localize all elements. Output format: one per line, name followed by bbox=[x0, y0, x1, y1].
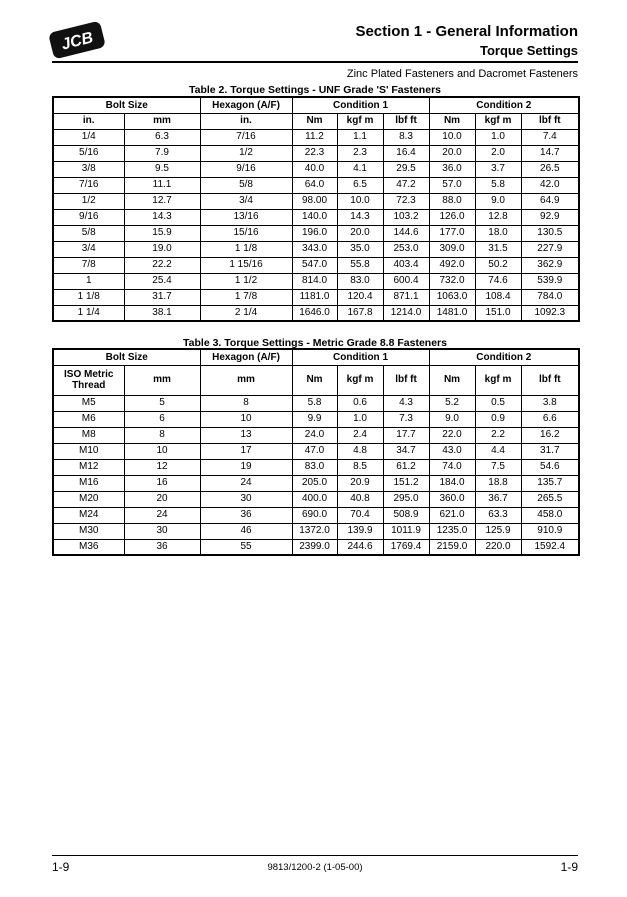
table-cell: 36.7 bbox=[475, 491, 521, 507]
table-cell: 244.6 bbox=[337, 539, 383, 555]
table-cell: 1063.0 bbox=[429, 289, 475, 305]
table-header bbox=[53, 349, 579, 395]
table-cell: 2399.0 bbox=[292, 539, 337, 555]
table-cell: 19.0 bbox=[124, 241, 200, 257]
table-cell: 139.9 bbox=[337, 523, 383, 539]
column-header: lbf ft bbox=[383, 365, 429, 395]
table-cell: 4.4 bbox=[475, 443, 521, 459]
table-cell: 72.3 bbox=[383, 193, 429, 209]
table-cell: 40.0 bbox=[292, 161, 337, 177]
table-cell: M30 bbox=[53, 523, 124, 539]
footer-page-number-left: 1-9 bbox=[52, 860, 70, 874]
table-header bbox=[53, 97, 579, 129]
table-cell: 20 bbox=[124, 491, 200, 507]
table-cell: 43.0 bbox=[429, 443, 475, 459]
table-cell: 4.8 bbox=[337, 443, 383, 459]
table-cell: 5.8 bbox=[475, 177, 521, 193]
table3-title: Table 3. Torque Settings - Metric Grade 8.8 Fasteners bbox=[183, 337, 447, 349]
table-cell: 9/16 bbox=[200, 161, 292, 177]
table-cell: 14.3 bbox=[337, 209, 383, 225]
table-cell: 125.9 bbox=[475, 523, 521, 539]
table-cell: 20.0 bbox=[429, 145, 475, 161]
table-cell: 36.0 bbox=[429, 161, 475, 177]
table-body bbox=[53, 395, 579, 555]
table-cell: 400.0 bbox=[292, 491, 337, 507]
table-cell: 24 bbox=[200, 475, 292, 491]
table-cell: 24 bbox=[124, 507, 200, 523]
table-cell: 24.0 bbox=[292, 427, 337, 443]
table-cell: 140.0 bbox=[292, 209, 337, 225]
column-header: in. bbox=[53, 113, 124, 129]
column-header: Nm bbox=[292, 365, 337, 395]
table-cell: 9.0 bbox=[475, 193, 521, 209]
table-cell: 30 bbox=[124, 523, 200, 539]
table-row bbox=[53, 507, 579, 523]
table-cell: M20 bbox=[53, 491, 124, 507]
table-cell: 18.8 bbox=[475, 475, 521, 491]
column-group-header: Condition 2 bbox=[429, 349, 579, 365]
column-header: Nm bbox=[429, 113, 475, 129]
table2-title: Table 2. Torque Settings - UNF Grade 'S' Fasteners bbox=[189, 84, 441, 96]
table-cell: 4.3 bbox=[383, 395, 429, 411]
table-cell: 1 7/8 bbox=[200, 289, 292, 305]
table-cell: 3.8 bbox=[521, 395, 579, 411]
table-cell: 784.0 bbox=[521, 289, 579, 305]
table-cell: 38.1 bbox=[124, 305, 200, 321]
table-cell: 3/4 bbox=[200, 193, 292, 209]
table-row bbox=[53, 257, 579, 273]
table-cell: 13/16 bbox=[200, 209, 292, 225]
table-cell: 196.0 bbox=[292, 225, 337, 241]
table-cell: 1/2 bbox=[53, 193, 124, 209]
table-cell: 4.1 bbox=[337, 161, 383, 177]
table-cell: 36 bbox=[200, 507, 292, 523]
column-header: mm bbox=[124, 365, 200, 395]
table-cell: M8 bbox=[53, 427, 124, 443]
table-cell: 22.3 bbox=[292, 145, 337, 161]
table-cell: 10.0 bbox=[337, 193, 383, 209]
table-cell: 1.0 bbox=[475, 129, 521, 145]
unf-torque-table bbox=[52, 96, 580, 322]
table-cell: 46 bbox=[200, 523, 292, 539]
table-cell: 8.5 bbox=[337, 459, 383, 475]
table-cell: 120.4 bbox=[337, 289, 383, 305]
table-cell: 8 bbox=[200, 395, 292, 411]
table-body bbox=[53, 129, 579, 321]
table-cell: 16.2 bbox=[521, 427, 579, 443]
table-cell: 42.0 bbox=[521, 177, 579, 193]
table-cell: 14.3 bbox=[124, 209, 200, 225]
table-cell: 20.9 bbox=[337, 475, 383, 491]
table-row bbox=[53, 145, 579, 161]
table-row bbox=[53, 491, 579, 507]
table-cell: 343.0 bbox=[292, 241, 337, 257]
table-cell: 7.4 bbox=[521, 129, 579, 145]
table-row bbox=[53, 161, 579, 177]
table-cell: 458.0 bbox=[521, 507, 579, 523]
table-cell: 1.0 bbox=[337, 411, 383, 427]
table-row bbox=[53, 225, 579, 241]
table-row bbox=[53, 289, 579, 305]
table-row bbox=[53, 209, 579, 225]
table-cell: 403.4 bbox=[383, 257, 429, 273]
table-cell: 1 1/4 bbox=[53, 305, 124, 321]
table-cell: M6 bbox=[53, 411, 124, 427]
table-cell: 7/16 bbox=[53, 177, 124, 193]
table-cell: 6.3 bbox=[124, 129, 200, 145]
column-group-header: Condition 1 bbox=[292, 97, 429, 113]
table-cell: 2 1/4 bbox=[200, 305, 292, 321]
table-cell: 8 bbox=[124, 427, 200, 443]
column-header: in. bbox=[200, 113, 292, 129]
table-cell: 12.7 bbox=[124, 193, 200, 209]
table-cell: 1481.0 bbox=[429, 305, 475, 321]
table-row bbox=[53, 273, 579, 289]
table-cell: 362.9 bbox=[521, 257, 579, 273]
table-cell: 22.0 bbox=[429, 427, 475, 443]
table-row bbox=[53, 177, 579, 193]
metric-torque-table bbox=[52, 348, 580, 556]
table-cell: 5.2 bbox=[429, 395, 475, 411]
table-row bbox=[53, 427, 579, 443]
table-cell: 295.0 bbox=[383, 491, 429, 507]
table-cell: 2.0 bbox=[475, 145, 521, 161]
table-cell: 17 bbox=[200, 443, 292, 459]
table-cell: 814.0 bbox=[292, 273, 337, 289]
column-header: ISO Metric Thread bbox=[53, 365, 124, 395]
table-cell: 31.5 bbox=[475, 241, 521, 257]
table-cell: 30 bbox=[200, 491, 292, 507]
table-cell: 690.0 bbox=[292, 507, 337, 523]
column-header: kgf m bbox=[475, 365, 521, 395]
table-cell: 10 bbox=[124, 443, 200, 459]
table-cell: 74.0 bbox=[429, 459, 475, 475]
table-cell: 1092.3 bbox=[521, 305, 579, 321]
column-group-header: Hexagon (A/F) bbox=[200, 97, 292, 113]
table-cell: 5.8 bbox=[292, 395, 337, 411]
table-cell: 5/8 bbox=[53, 225, 124, 241]
table-cell: 57.0 bbox=[429, 177, 475, 193]
table-cell: 265.5 bbox=[521, 491, 579, 507]
table-cell: 29.5 bbox=[383, 161, 429, 177]
table-cell: 9/16 bbox=[53, 209, 124, 225]
table-cell: 871.1 bbox=[383, 289, 429, 305]
header-divider bbox=[52, 61, 578, 63]
table-cell: 1 1/2 bbox=[200, 273, 292, 289]
column-group-header: Bolt Size bbox=[53, 97, 200, 113]
jcb-logo-text: JCB bbox=[59, 29, 95, 54]
table-row bbox=[53, 241, 579, 257]
column-group-header: Hexagon (A/F) bbox=[200, 349, 292, 365]
table-cell: 64.0 bbox=[292, 177, 337, 193]
table-cell: 18.0 bbox=[475, 225, 521, 241]
table-cell: 63.3 bbox=[475, 507, 521, 523]
table-cell: 1 1/8 bbox=[53, 289, 124, 305]
table-cell: 151.0 bbox=[475, 305, 521, 321]
table-row bbox=[53, 475, 579, 491]
table-cell: 7.5 bbox=[475, 459, 521, 475]
table-cell: 55 bbox=[200, 539, 292, 555]
table-cell: 7.9 bbox=[124, 145, 200, 161]
table-cell: 2.3 bbox=[337, 145, 383, 161]
column-group-header: Condition 1 bbox=[292, 349, 429, 365]
table-cell: 1 1/8 bbox=[200, 241, 292, 257]
section-title: Section 1 - General Information bbox=[355, 23, 578, 40]
table-cell: 83.0 bbox=[337, 273, 383, 289]
table-cell: 54.6 bbox=[521, 459, 579, 475]
table-cell: 8.3 bbox=[383, 129, 429, 145]
table-cell: 15.9 bbox=[124, 225, 200, 241]
table-cell: 36 bbox=[124, 539, 200, 555]
table-cell: 0.5 bbox=[475, 395, 521, 411]
table-cell: 70.4 bbox=[337, 507, 383, 523]
table-cell: 0.9 bbox=[475, 411, 521, 427]
table-cell: 1 15/16 bbox=[200, 257, 292, 273]
table-cell: 6.5 bbox=[337, 177, 383, 193]
table-cell: 10 bbox=[200, 411, 292, 427]
table-cell: 539.9 bbox=[521, 273, 579, 289]
column-group-header: Bolt Size bbox=[53, 349, 200, 365]
table-cell: 55.8 bbox=[337, 257, 383, 273]
table-cell: 31.7 bbox=[521, 443, 579, 459]
table-row bbox=[53, 305, 579, 321]
table-cell: 220.0 bbox=[475, 539, 521, 555]
column-header: lbf ft bbox=[521, 113, 579, 129]
table-cell: 47.2 bbox=[383, 177, 429, 193]
table-cell: 0.6 bbox=[337, 395, 383, 411]
table-cell: 40.8 bbox=[337, 491, 383, 507]
table-cell: 5 bbox=[124, 395, 200, 411]
table-cell: 130.5 bbox=[521, 225, 579, 241]
table-cell: 6.6 bbox=[521, 411, 579, 427]
table-cell: M12 bbox=[53, 459, 124, 475]
table-cell: 3.7 bbox=[475, 161, 521, 177]
table-cell: 20.0 bbox=[337, 225, 383, 241]
table-cell: 1646.0 bbox=[292, 305, 337, 321]
table-cell: 7/16 bbox=[200, 129, 292, 145]
table-cell: 151.2 bbox=[383, 475, 429, 491]
table-cell: 144.6 bbox=[383, 225, 429, 241]
table-cell: 7.3 bbox=[383, 411, 429, 427]
footer-publication-ref: 9813/1200-2 (1-05-00) bbox=[267, 862, 363, 873]
table-cell: 492.0 bbox=[429, 257, 475, 273]
table-cell: 227.9 bbox=[521, 241, 579, 257]
table-cell: 177.0 bbox=[429, 225, 475, 241]
table-cell: 9.0 bbox=[429, 411, 475, 427]
column-header: lbf ft bbox=[383, 113, 429, 129]
table-cell: 9.5 bbox=[124, 161, 200, 177]
table-row bbox=[53, 443, 579, 459]
table-cell: 2.2 bbox=[475, 427, 521, 443]
table-cell: 1181.0 bbox=[292, 289, 337, 305]
table-cell: 11.1 bbox=[124, 177, 200, 193]
table-cell: 103.2 bbox=[383, 209, 429, 225]
table-cell: 1592.4 bbox=[521, 539, 579, 555]
table-cell: 1/4 bbox=[53, 129, 124, 145]
table-cell: 126.0 bbox=[429, 209, 475, 225]
table-cell: 83.0 bbox=[292, 459, 337, 475]
table-cell: 10.0 bbox=[429, 129, 475, 145]
table-cell: 1 bbox=[53, 273, 124, 289]
table-cell: 2159.0 bbox=[429, 539, 475, 555]
table-cell: 1372.0 bbox=[292, 523, 337, 539]
table-row bbox=[53, 129, 579, 145]
table-cell: 61.2 bbox=[383, 459, 429, 475]
table-cell: 205.0 bbox=[292, 475, 337, 491]
table-cell: M16 bbox=[53, 475, 124, 491]
table-row bbox=[53, 539, 579, 555]
table-cell: 3/4 bbox=[53, 241, 124, 257]
column-header: kgf m bbox=[337, 365, 383, 395]
document-title: Torque Settings bbox=[480, 42, 578, 58]
table-cell: 1.1 bbox=[337, 129, 383, 145]
table-cell: 34.7 bbox=[383, 443, 429, 459]
table-cell: 74.6 bbox=[475, 273, 521, 289]
table-cell: 309.0 bbox=[429, 241, 475, 257]
table-cell: 25.4 bbox=[124, 273, 200, 289]
table-cell: 600.4 bbox=[383, 273, 429, 289]
table-row bbox=[53, 523, 579, 539]
table-cell: 135.7 bbox=[521, 475, 579, 491]
table-cell: 2.4 bbox=[337, 427, 383, 443]
table-row bbox=[53, 411, 579, 427]
table-cell: 5/8 bbox=[200, 177, 292, 193]
table-cell: 50.2 bbox=[475, 257, 521, 273]
table-cell: 1/2 bbox=[200, 145, 292, 161]
footer-page-number-right: 1-9 bbox=[560, 860, 578, 874]
table-cell: 253.0 bbox=[383, 241, 429, 257]
table-cell: 732.0 bbox=[429, 273, 475, 289]
table-cell: 9.9 bbox=[292, 411, 337, 427]
jcb-logo-icon bbox=[44, 16, 110, 64]
page-header bbox=[355, 24, 578, 58]
table-cell: 11.2 bbox=[292, 129, 337, 145]
table-row bbox=[53, 395, 579, 411]
table-cell: 92.9 bbox=[521, 209, 579, 225]
column-header: Nm bbox=[429, 365, 475, 395]
table-cell: M10 bbox=[53, 443, 124, 459]
table-cell: 64.9 bbox=[521, 193, 579, 209]
table-cell: M36 bbox=[53, 539, 124, 555]
table-cell: 17.7 bbox=[383, 427, 429, 443]
table-row bbox=[53, 459, 579, 475]
column-header: mm bbox=[124, 113, 200, 129]
table-cell: 13 bbox=[200, 427, 292, 443]
table-cell: 35.0 bbox=[337, 241, 383, 257]
table-cell: M5 bbox=[53, 395, 124, 411]
table-cell: 1214.0 bbox=[383, 305, 429, 321]
table-cell: 98.00 bbox=[292, 193, 337, 209]
table-cell: 22.2 bbox=[124, 257, 200, 273]
table-cell: 26.5 bbox=[521, 161, 579, 177]
table-cell: 47.0 bbox=[292, 443, 337, 459]
table-cell: 184.0 bbox=[429, 475, 475, 491]
table-cell: 12.8 bbox=[475, 209, 521, 225]
column-header: kgf m bbox=[337, 113, 383, 129]
table-cell: 31.7 bbox=[124, 289, 200, 305]
table-cell: 1235.0 bbox=[429, 523, 475, 539]
table-cell: 1769.4 bbox=[383, 539, 429, 555]
table-cell: 3/8 bbox=[53, 161, 124, 177]
table-cell: 19 bbox=[200, 459, 292, 475]
table-cell: 15/16 bbox=[200, 225, 292, 241]
table-cell: 16 bbox=[124, 475, 200, 491]
table-cell: 360.0 bbox=[429, 491, 475, 507]
footer-divider bbox=[52, 855, 578, 856]
table-cell: M24 bbox=[53, 507, 124, 523]
table-cell: 108.4 bbox=[475, 289, 521, 305]
table-cell: 14.7 bbox=[521, 145, 579, 161]
table-cell: 1011.9 bbox=[383, 523, 429, 539]
column-header: mm bbox=[200, 365, 292, 395]
table-cell: 508.9 bbox=[383, 507, 429, 523]
table-cell: 167.8 bbox=[337, 305, 383, 321]
table-cell: 6 bbox=[124, 411, 200, 427]
column-header: lbf ft bbox=[521, 365, 579, 395]
table-row bbox=[53, 193, 579, 209]
page-subtitle: Zinc Plated Fasteners and Dacromet Fasteners bbox=[346, 68, 578, 80]
table-cell: 5/16 bbox=[53, 145, 124, 161]
table-cell: 88.0 bbox=[429, 193, 475, 209]
table-cell: 547.0 bbox=[292, 257, 337, 273]
column-header: Nm bbox=[292, 113, 337, 129]
table-cell: 910.9 bbox=[521, 523, 579, 539]
column-group-header: Condition 2 bbox=[429, 97, 579, 113]
table-cell: 7/8 bbox=[53, 257, 124, 273]
table-cell: 12 bbox=[124, 459, 200, 475]
table-cell: 16.4 bbox=[383, 145, 429, 161]
table-cell: 621.0 bbox=[429, 507, 475, 523]
column-header: kgf m bbox=[475, 113, 521, 129]
